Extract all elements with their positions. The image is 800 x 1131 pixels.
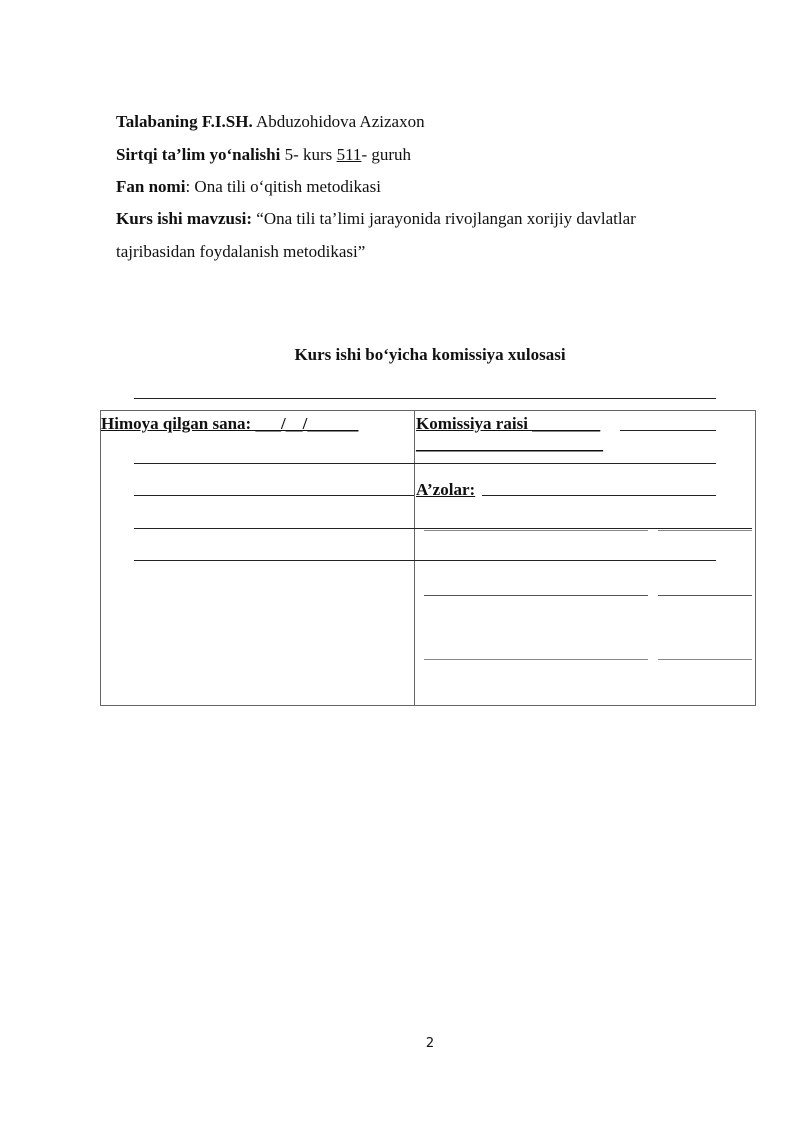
member-signature-line[interactable]: [424, 595, 648, 596]
commission-table: [100, 410, 756, 706]
commission-chair-line[interactable]: ______________________: [416, 434, 603, 453]
member-date-line[interactable]: [658, 595, 752, 596]
defense-date-field[interactable]: Himoya qilgan sana: ___/__/______: [101, 414, 359, 433]
table-divider: [414, 410, 415, 706]
subject-label: Fan nomi: [116, 177, 186, 196]
topic-value-line1: “Ona tili ta’limi jarayonida rivojlangan xorijiy davlatlar: [252, 209, 636, 228]
rule-line: [134, 560, 716, 561]
commission-chair-field[interactable]: Komissiya raisi ________: [416, 414, 601, 433]
topic-label: Kurs ishi mavzusi:: [116, 209, 253, 228]
topic-line: [116, 208, 636, 230]
student-name-line: [116, 111, 425, 133]
commission-title: Kurs ishi bo‘yicha komissiya xulosasi: [294, 345, 566, 364]
page-number: 2: [425, 1036, 435, 1051]
member-signature-line[interactable]: [424, 530, 648, 531]
commission-members-label: A’zolar:: [416, 480, 476, 499]
member-signature-line[interactable]: [424, 659, 648, 660]
subject-value: : Ona tili o‘qitish metodikasi: [185, 177, 381, 196]
student-name-value: Abduzohidova Azizaxon: [252, 112, 425, 131]
student-name-label: Talabaning F.I.SH.: [116, 112, 253, 131]
topic-value-line2: tajribasidan foydalanish metodikasi”: [116, 242, 366, 261]
rule-line: [482, 495, 716, 496]
rule-line: [134, 463, 716, 464]
group-number: 511: [336, 145, 362, 164]
direction-label: Sirtqi ta’lim yo‘nalishi: [116, 145, 281, 164]
rule-line: [134, 398, 716, 399]
subject-line: [116, 176, 381, 198]
rule-line: [134, 528, 752, 529]
course-text: 5- kurs: [280, 145, 337, 164]
rule-line: [134, 495, 414, 496]
member-date-line[interactable]: [658, 659, 752, 660]
direction-line: [116, 144, 411, 166]
rule-line: [620, 430, 716, 431]
group-suffix: - guruh: [361, 145, 412, 164]
topic-line-continued: [116, 241, 365, 263]
member-date-line[interactable]: [658, 530, 752, 531]
